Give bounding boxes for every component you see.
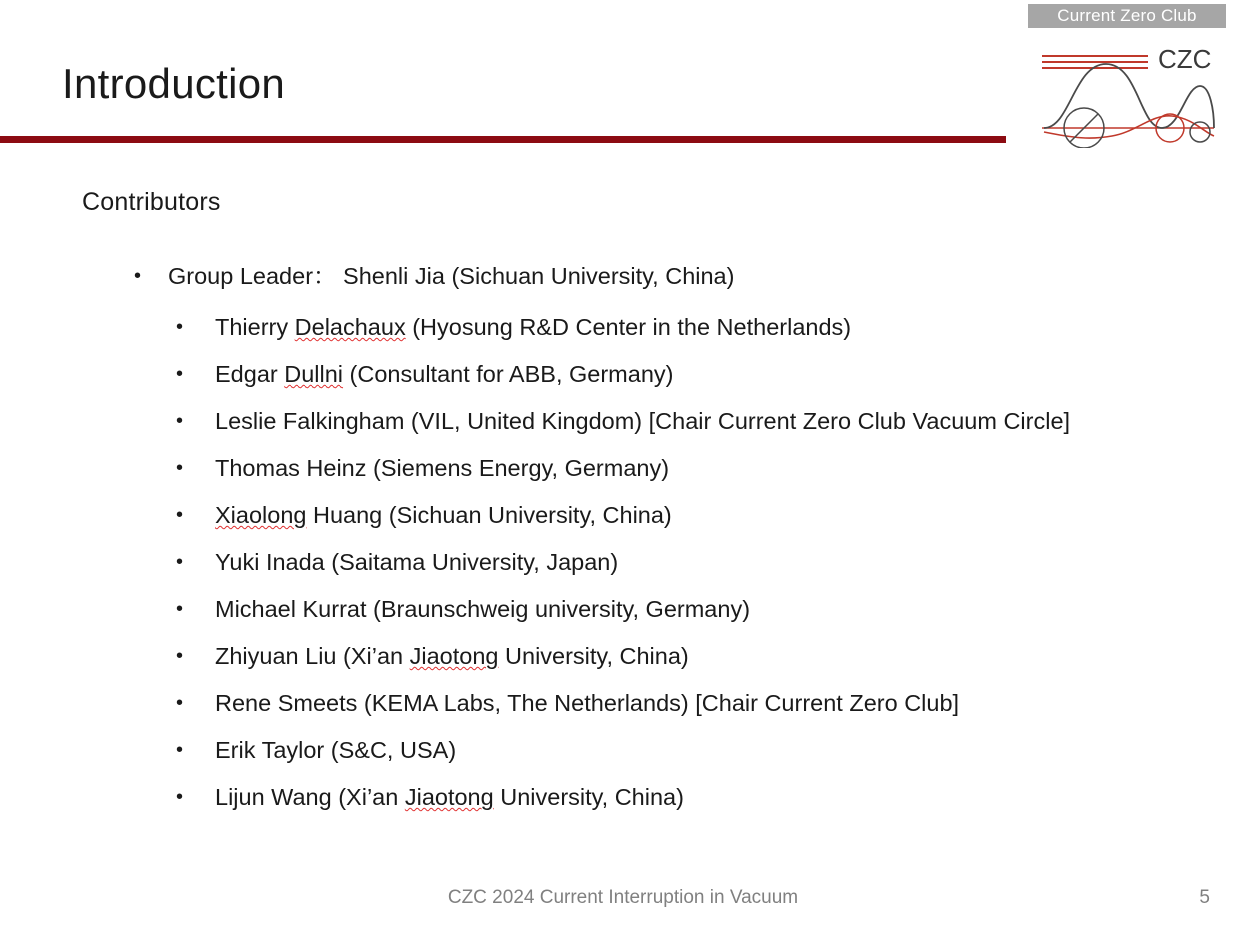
page-title: Introduction	[62, 60, 286, 107]
list-item	[0, 736, 1246, 764]
list-item	[0, 548, 1246, 576]
contributor-misspelled: Jiaotong	[404, 784, 494, 810]
list-item	[0, 642, 1246, 670]
contributor-misspelled: Jiaotong	[409, 643, 499, 669]
contributor-pre: Rene Smeets (KEMA Labs, The Netherlands) [Chair Current Zero Club]	[215, 690, 960, 716]
bullet-icon: •	[176, 645, 184, 667]
contributor-post: (Hyosung R&D Center in the Netherlands)	[405, 314, 852, 340]
bullet-icon: •	[134, 265, 142, 287]
logo-banner: Current Zero Club	[1028, 4, 1226, 28]
contributor-post: University, China)	[493, 784, 684, 810]
list-item	[0, 501, 1246, 529]
contributor-misspelled: Dullni	[284, 361, 344, 387]
czc-logo-icon	[1040, 40, 1216, 148]
section-heading: Contributors	[82, 188, 221, 216]
contributor-pre: Thierry	[215, 314, 295, 340]
svg-text:CZC: CZC	[1158, 44, 1212, 74]
bullet-icon: •	[176, 363, 184, 385]
contributor-post: (Consultant for ABB, Germany)	[343, 361, 674, 387]
contributor-pre: Yuki Inada (Saitama University, Japan)	[215, 549, 619, 575]
bullet-icon: •	[176, 692, 184, 714]
footer-text: CZC 2024 Current Interruption in Vacuum	[447, 887, 799, 908]
contributor-post: Huang (Sichuan University, China)	[306, 502, 672, 528]
contributor-misspelled: Xiaolong	[215, 502, 307, 528]
list-item	[0, 689, 1246, 717]
list-item-group-leader	[0, 262, 1246, 290]
contributor-pre: Lijun Wang (Xi’an	[215, 784, 405, 810]
contributor-pre: Thomas Heinz (Siemens Energy, Germany)	[215, 455, 670, 481]
list-item	[0, 783, 1246, 811]
bullet-icon: •	[176, 551, 184, 573]
list-item	[0, 313, 1246, 341]
bullet-icon: •	[176, 457, 184, 479]
list-item	[0, 407, 1246, 435]
page-number: 5	[1199, 887, 1210, 908]
title-divider	[0, 136, 1006, 143]
contributor-misspelled: Delachaux	[294, 314, 406, 340]
contributor-pre: Erik Taylor (S&C, USA)	[215, 737, 457, 763]
bullet-icon: •	[176, 786, 184, 808]
list-item	[0, 595, 1246, 623]
contributor-post: University, China)	[498, 643, 689, 669]
list-item	[0, 360, 1246, 388]
contributor-pre: Michael Kurrat (Braunschweig university, Germany)	[215, 596, 751, 622]
bullet-icon: •	[176, 316, 184, 338]
contributor-pre: Zhiyuan Liu (Xi’an	[215, 643, 410, 669]
group-leader-text: Group Leader： Shenli Jia (Sichuan University, China)	[168, 263, 735, 289]
logo-block	[1028, 0, 1228, 155]
bullet-icon: •	[176, 598, 184, 620]
contributor-pre: Leslie Falkingham (VIL, United Kingdom) [Chair Current Zero Club Vacuum Circle]	[215, 408, 1071, 434]
bullet-icon: •	[176, 504, 184, 526]
bullet-icon: •	[176, 410, 184, 432]
list-item	[0, 454, 1246, 482]
contributor-pre: Edgar	[215, 361, 285, 387]
bullet-icon: •	[176, 739, 184, 761]
contributors-list	[0, 262, 1246, 830]
